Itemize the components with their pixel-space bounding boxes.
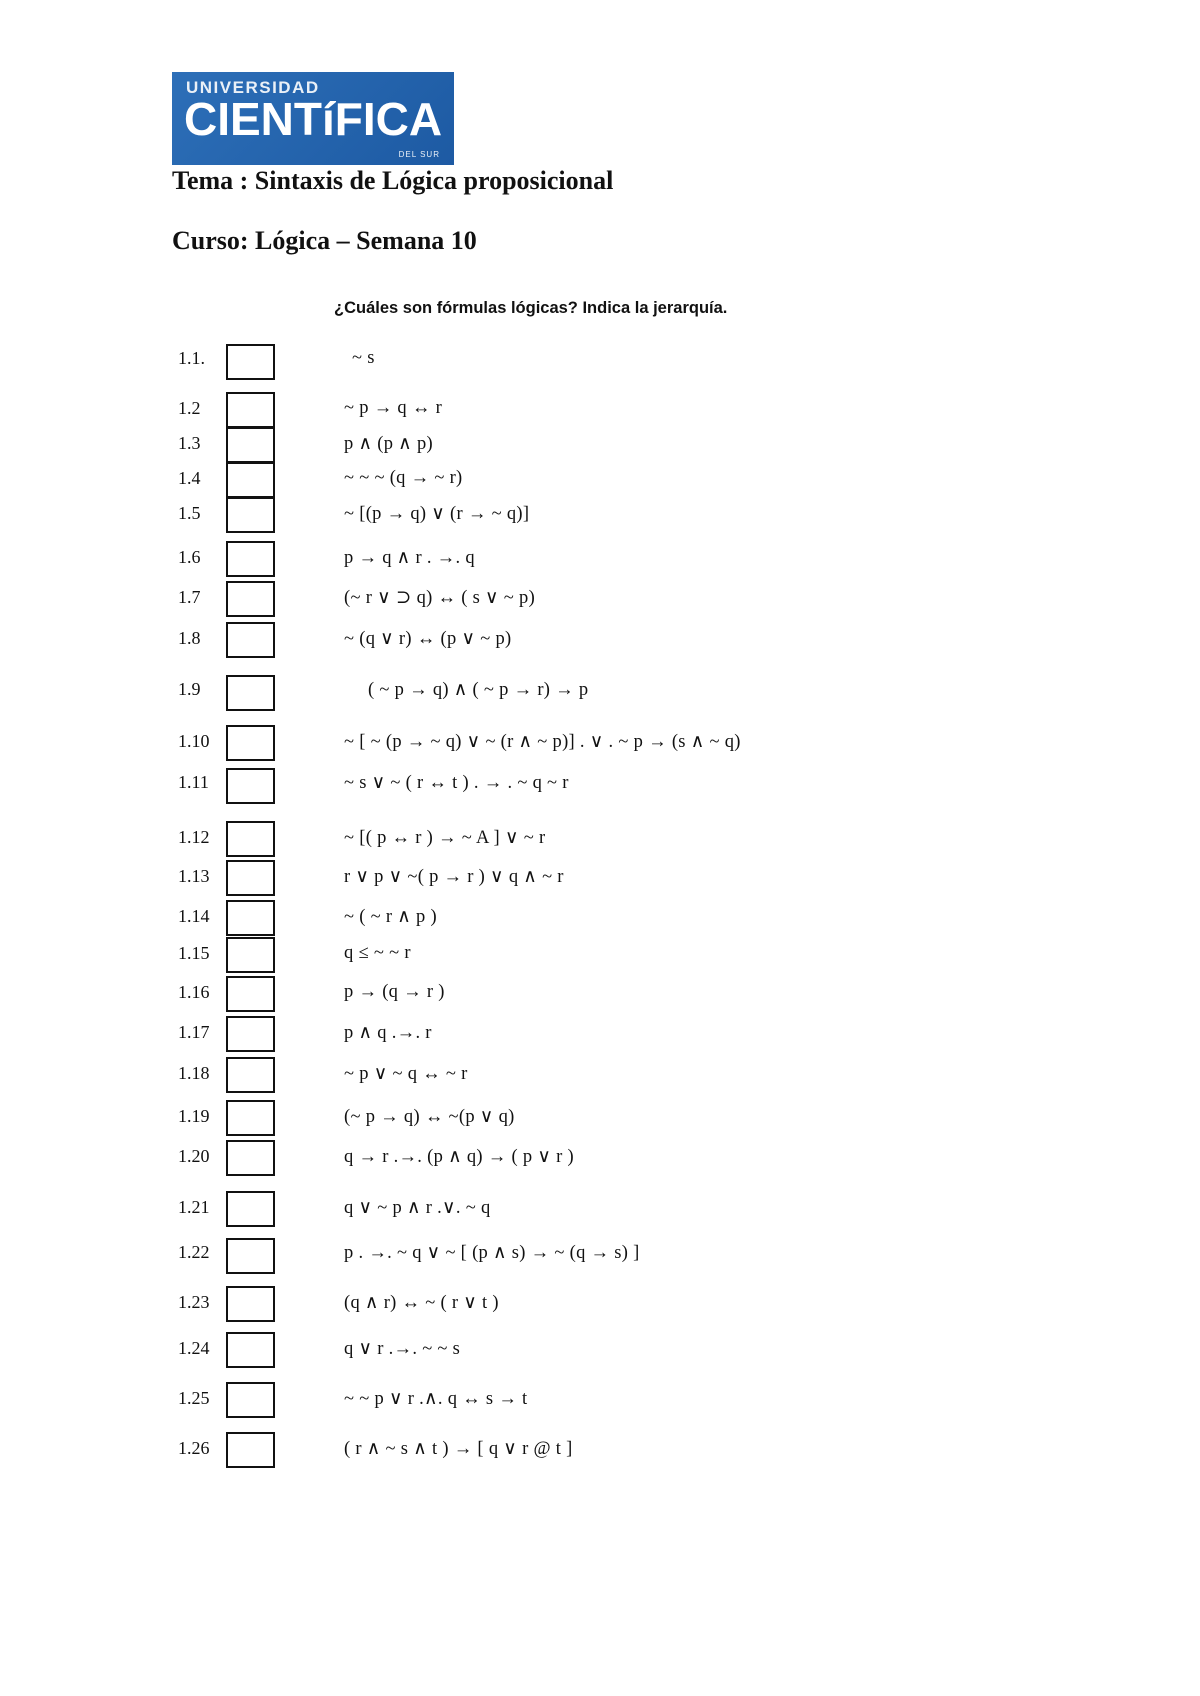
exercise-item [0,1438,1200,1478]
exercise-item [0,679,1200,719]
exercise-item [0,827,1200,867]
exercise-number: 1.13 [178,866,210,886]
formula-text: p → q ∧ r . →. q [344,548,475,568]
formula-text: (~ p → q) ↔ ~(p ∨ q) [344,1107,515,1127]
exercise-item [0,433,1200,473]
formula-text: ~ [( p ↔ r ) → ~ A ] ∨ ~ r [344,828,546,848]
formula-text: ~ [ ~ (p → ~ q) ∨ ~ (r ∧ ~ p)] . ∨ . ~ p → (s ∧ ~ q) [344,732,741,752]
formula-text: ~ (q ∨ r) ↔ (p ∨ ~ p) [344,629,512,649]
exercise-number: 1.4 [178,468,201,488]
answer-box[interactable] [226,675,275,711]
answer-box[interactable] [226,1382,275,1418]
exercise-item [0,731,1200,771]
answer-box[interactable] [226,1238,275,1274]
exercise-number: 1.15 [178,943,210,963]
answer-box[interactable] [226,768,275,804]
exercise-number: 1.18 [178,1063,210,1083]
exercise-number: 1.8 [178,628,201,648]
formula-text: ~ ( ~ r ∧ p ) [344,907,437,927]
exercise-number: 1.21 [178,1197,210,1217]
formula-text: q ∨ ~ p ∧ r .∨. ~ q [344,1198,491,1218]
answer-box[interactable] [226,1432,275,1468]
answer-box[interactable] [226,900,275,936]
exercise-number: 1.24 [178,1338,210,1358]
exercise-item [0,1022,1200,1062]
formula-text: p → (q → r ) [344,982,445,1002]
exercise-item [0,1292,1200,1332]
course-heading: Curso: Lógica – Semana 10 [172,226,477,255]
exercise-item [0,398,1200,438]
logo-line-universidad: UNIVERSIDAD [186,78,320,97]
exercise-item [0,1063,1200,1103]
exercise-item [0,1338,1200,1378]
exercise-item [0,348,1200,388]
answer-box[interactable] [226,937,275,973]
formula-text: q ∨ r .→. ~ ~ s [344,1339,461,1359]
formula-text: q → r .→. (p ∧ q) → ( p ∨ r ) [344,1147,574,1167]
exercise-number: 1.12 [178,827,210,847]
exercise-number: 1.26 [178,1438,210,1458]
exercise-number: 1.23 [178,1292,210,1312]
answer-box[interactable] [226,725,275,761]
exercise-number: 1.14 [178,906,210,926]
answer-box[interactable] [226,392,275,428]
formula-text: ~ s [352,348,375,368]
exercise-item [0,547,1200,587]
exercise-item [0,943,1200,983]
formula-text: ( ~ p → q) ∧ ( ~ p → r) → p [368,680,589,700]
exercise-number: 1.22 [178,1242,210,1262]
answer-box[interactable] [226,1016,275,1052]
exercise-number: 1.9 [178,679,201,699]
exercise-number: 1.7 [178,587,201,607]
exercise-number: 1.2 [178,398,201,418]
formula-text: ( r ∧ ~ s ∧ t ) → [ q ∨ r @ t ] [344,1439,573,1459]
exercise-number: 1.6 [178,547,201,567]
exercise-number: 1.1. [178,348,205,368]
logo-line-del-sur: DEL SUR [398,150,440,159]
exercise-number: 1.11 [178,772,209,792]
exercise-item [0,468,1200,508]
formula-text: p ∧ q .→. r [344,1023,432,1043]
topic-heading: Tema : Sintaxis de Lógica proposicional [172,166,614,195]
formula-text: q ≤ ~ ~ r [344,943,411,963]
answer-box[interactable] [226,622,275,658]
exercise-item [0,503,1200,543]
answer-box[interactable] [226,976,275,1012]
answer-box[interactable] [226,860,275,896]
formula-text: (~ r ∨ ⊃ q) ↔ ( s ∨ ~ p) [344,588,536,608]
exercise-item [0,1146,1200,1186]
formula-text: ~ s ∨ ~ ( r ↔ t ) . → . ~ q ~ r [344,773,569,793]
exercise-item [0,1388,1200,1428]
exercise-item [0,587,1200,627]
exercise-item [0,906,1200,946]
answer-box[interactable] [226,581,275,617]
university-logo [172,72,454,165]
exercise-number: 1.10 [178,731,210,751]
exercise-number: 1.25 [178,1388,210,1408]
exercise-item [0,772,1200,812]
answer-box[interactable] [226,462,275,498]
answer-box[interactable] [226,821,275,857]
exercise-number: 1.19 [178,1106,210,1126]
exercise-item [0,628,1200,668]
answer-box[interactable] [226,1140,275,1176]
formula-text: ~ p → q ↔ r [344,398,443,418]
exercise-item [0,1197,1200,1237]
exercise-instruction: ¿Cuáles son fórmulas lógicas? Indica la jerarquía. [334,299,728,317]
formula-text: p . →. ~ q ∨ ~ [ (p ∧ s) → ~ (q → s) ] [344,1243,640,1263]
exercise-item [0,982,1200,1022]
exercise-number: 1.5 [178,503,201,523]
exercise-number: 1.16 [178,982,210,1002]
exercise-number: 1.3 [178,433,201,453]
exercise-number: 1.17 [178,1022,210,1042]
formula-text: (q ∧ r) ↔ ~ ( r ∨ t ) [344,1293,499,1313]
exercise-item [0,1106,1200,1146]
answer-box[interactable] [226,1332,275,1368]
answer-box[interactable] [226,344,275,380]
exercise-item [0,1242,1200,1282]
answer-box[interactable] [226,1057,275,1093]
logo-line-cientifica: CIENTíFICA [184,93,443,145]
answer-box[interactable] [226,1191,275,1227]
answer-box[interactable] [226,1100,275,1136]
formula-text: ~ ~ p ∨ r .∧. q ↔ s → t [344,1389,528,1409]
formula-text: p ∧ (p ∧ p) [344,434,433,454]
exercise-number: 1.20 [178,1146,210,1166]
answer-box[interactable] [226,541,275,577]
answer-box[interactable] [226,1286,275,1322]
exercise-item [0,866,1200,906]
formula-text: r ∨ p ∨ ~( p → r ) ∨ q ∧ ~ r [344,867,564,887]
answer-box[interactable] [226,497,275,533]
formula-text: ~ p ∨ ~ q ↔ ~ r [344,1064,468,1084]
formula-text: ~ [(p → q) ∨ (r → ~ q)] [344,504,530,524]
answer-box[interactable] [226,427,275,463]
formula-text: ~ ~ ~ (q → ~ r) [344,468,463,488]
